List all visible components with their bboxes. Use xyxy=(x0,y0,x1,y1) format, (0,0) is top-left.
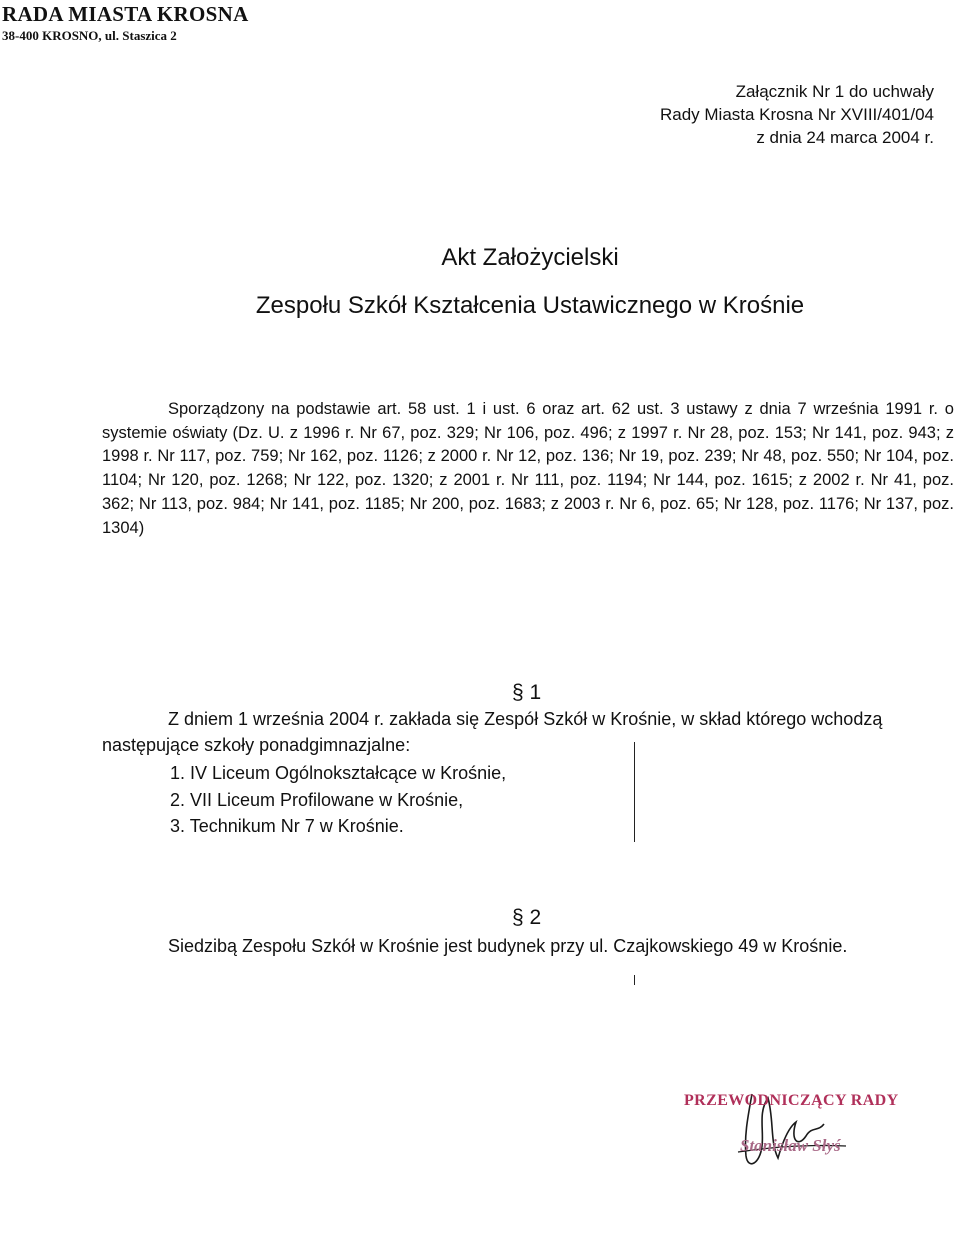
list-item: 1. IV Liceum Ogólnokształcące w Krośnie, xyxy=(170,763,507,783)
annex-note xyxy=(660,80,934,149)
section-1-text: Z dniem 1 września 2004 r. zakłada się Zespół Szkół w Krośnie, w skład którego wchodzą następujące szkoły ponadgimnazjalne: xyxy=(102,709,883,755)
section-2-mark: § 2 xyxy=(512,906,542,929)
organization-address: 38-400 KROSNO, ul. Staszica 2 xyxy=(2,28,177,43)
document-title: Akt Założycielski xyxy=(441,244,619,271)
annex-line-3: z dnia 24 marca 2004 r. xyxy=(756,128,934,147)
list-item: 3. Technikum Nr 7 w Krośnie. xyxy=(170,816,404,836)
school-list xyxy=(170,760,506,840)
stamp-name: Stanisław Słyś xyxy=(740,1136,841,1155)
scan-artifact-mark xyxy=(634,975,635,985)
annex-line-2: Rady Miasta Krosna Nr XVIII/401/04 xyxy=(659,105,934,124)
list-item: 2. VII Liceum Profilowane w Krośnie, xyxy=(170,789,464,810)
section-2-text: Siedzibą Zespołu Szkół w Krośnie jest budynek przy ul. Czajkowskiego 49 w Krośnie. xyxy=(168,936,848,956)
chairman-stamp xyxy=(678,1086,948,1186)
organization-name: RADA MIASTA KROSNA xyxy=(2,2,249,26)
scan-artifact-line xyxy=(634,742,635,842)
annex-line-1: Załącznik Nr 1 do uchwały xyxy=(735,82,934,101)
section-1-mark: § 1 xyxy=(512,681,542,704)
stamp-title: PRZEWODNICZĄCY RADY xyxy=(684,1092,899,1109)
document-subtitle: Zespołu Szkół Kształcenia Ustawicznego w Krośnie xyxy=(255,292,805,319)
legal-basis: Sporządzony na podstawie art. 58 ust. 1 i ust. 6 oraz art. 62 ust. 3 ustawy z dnia 7 września 1991 r. o systemie oświaty (Dz. U. z 1996 r. Nr 67, poz. 329; Nr 106, poz. 496; z 1997 r. Nr 28, poz. 153; Nr 141, poz. 943; z 1998 r. Nr 117, poz. 759; Nr 162, poz. 1126; z 2000 r. Nr 12, poz. 136; Nr 19, poz. 239; Nr 48, poz. 550; Nr 104, poz. 1104; Nr 120, poz. 1268; Nr 122, poz. 1320; z 2001 r. Nr 111, poz. 1194; Nr 144, poz. 1615; z 2002 r. Nr 41, poz. 362; Nr 113, poz. 984; Nr 141, poz. 1185; Nr 200, poz. 1683; z 2003 r. Nr 6, poz. 65; Nr 128, poz. 1176; Nr 137, poz. 1304) xyxy=(102,400,954,537)
